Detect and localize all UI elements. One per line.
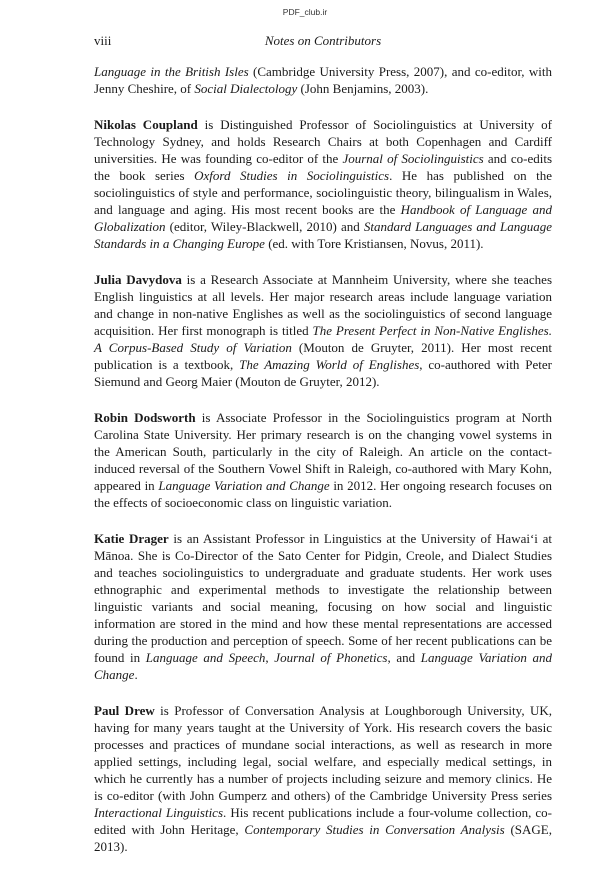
- entry-text: , and: [387, 650, 421, 665]
- entry-text: is a Research Associate at Mannheim University, where she teaches English linguistics at all levels. Her major research areas include language variation and change in non-native Englishes as well as the sociolinguistics of second language acquisition. Her first monograph is titled: [94, 272, 553, 338]
- contributor-name: Nikolas Coupland: [94, 117, 198, 132]
- italic-title: Standard Languages and Language Standards in a Changing Europe: [94, 219, 552, 251]
- running-title: Notes on Contributors: [264, 33, 382, 48]
- contributor-entry: [94, 409, 552, 511]
- entry-text: is an Assistant Professor in Linguistics at the University of Hawai‘i at Mānoa. She is Co-Director of the Sato Center for Pidgin, Creole, and Dialect Studies and teaches sociolinguistics to undergraduate and graduate students. Her work uses ethnographic and experimental methods to investigate the relationship between linguistic variants and social meaning, focusing on how social and linguistic information are stored in the mind and how these mental representations are accessed during the production and perception of speech. Some of her recent publications can be found in: [94, 531, 552, 665]
- entry-text: and co-edits the book series: [94, 151, 552, 183]
- entry-text: (Mouton de Gruyter, 2011). Her most recent publication is a textbook,: [94, 340, 553, 372]
- italic-title: Social Dialectology: [194, 81, 298, 96]
- entry-text: in 2012. Her ongoing research focuses on the effects of socioeconomic class on linguistic variation.: [94, 478, 552, 510]
- entry-text: .: [134, 667, 138, 682]
- italic-title: The Amazing World of Englishes: [239, 357, 420, 372]
- italic-title: Journal of Sociolinguistics: [342, 151, 484, 166]
- contributor-name: Robin Dodsworth: [94, 410, 196, 425]
- entry-text: is Associate Professor in the Sociolinguistics program at North Carolina State University. Her primary research is on the changing vowel systems in the American South, particularly in the city of Raleigh. An article on the contact-induced reversal of the Southern Vowel Shift in Raleigh, co-authored with Mary Kohn, appeared in: [94, 410, 552, 493]
- entry-text: . His recent publications include a four-volume collection, co-edited with John Heritage,: [94, 805, 552, 837]
- italic-title: Language Variation and Change: [158, 478, 330, 493]
- italic-title: Journal of Phonetics: [274, 650, 388, 665]
- contributor-entry: [94, 702, 552, 855]
- entry-text: (ed. with Tore Kristiansen, Novus, 2011).: [264, 236, 484, 251]
- italic-title: Language and Speech: [145, 650, 266, 665]
- entry-text: (John Benjamins, 2003).: [297, 81, 429, 96]
- contributor-entry: [94, 116, 552, 252]
- contributor-name: Katie Drager: [94, 531, 169, 546]
- contributor-name: Julia Davydova: [94, 272, 182, 287]
- contributor-entry: [94, 530, 552, 683]
- entry-text: (SAGE, 2013).: [94, 822, 553, 854]
- entry-text: (Cambridge University Press, 2007), and co-editor, with Jenny Cheshire, of: [94, 64, 552, 96]
- entry-text: is Professor of Conversation Analysis at Loughborough University, UK, having for many years taught at the University of York. His research covers the basic processes and practices of mundane social interactions, as well as research in more applied settings, including legal, social welfare, and especially medical settings, in which he currently has a number of projects including seizure and memory clinics. He is co-editor (with John Gumperz and others) of the Cambridge University Press series: [94, 703, 552, 803]
- watermark: PDF_club.ir: [282, 7, 328, 17]
- entry-text: (editor, Wiley-Blackwell, 2010) and: [165, 219, 364, 234]
- italic-title: Contemporary Studies in Conversation Analysis: [244, 822, 505, 837]
- contributor-entry: [94, 63, 552, 97]
- entry-text: ,: [265, 650, 275, 665]
- page-number: viii: [94, 33, 112, 48]
- contributor-notes: [94, 63, 552, 874]
- italic-title: Handbook of Language and Globalization: [94, 202, 552, 234]
- italic-title: Language in the British Isles: [94, 64, 249, 79]
- entry-text: . He has published on the sociolinguistics of style and performance, sociolinguistic theory, bilingualism in Wales, and language and aging. His most recent books are the: [94, 168, 553, 217]
- italic-title: The Present Perfect in Non-Native Englishes. A Corpus-Based Study of Variation: [94, 323, 552, 355]
- contributor-entry: [94, 271, 552, 390]
- entry-text: , co-authored with Peter Siemund and Georg Maier (Mouton de Gruyter, 2012).: [94, 357, 553, 389]
- italic-title: Oxford Studies in Sociolinguistics: [194, 168, 390, 183]
- italic-title: Interactional Linguistics: [94, 805, 224, 820]
- italic-title: Language Variation and Change: [94, 650, 552, 682]
- entry-text: is Distinguished Professor of Sociolinguistics at University of Technology Sydney, and holds Research Chairs at both Copenhagen and Cardiff universities. He was founding co-editor of the: [94, 117, 552, 166]
- running-header: [94, 33, 552, 49]
- contributor-name: Paul Drew: [94, 703, 155, 718]
